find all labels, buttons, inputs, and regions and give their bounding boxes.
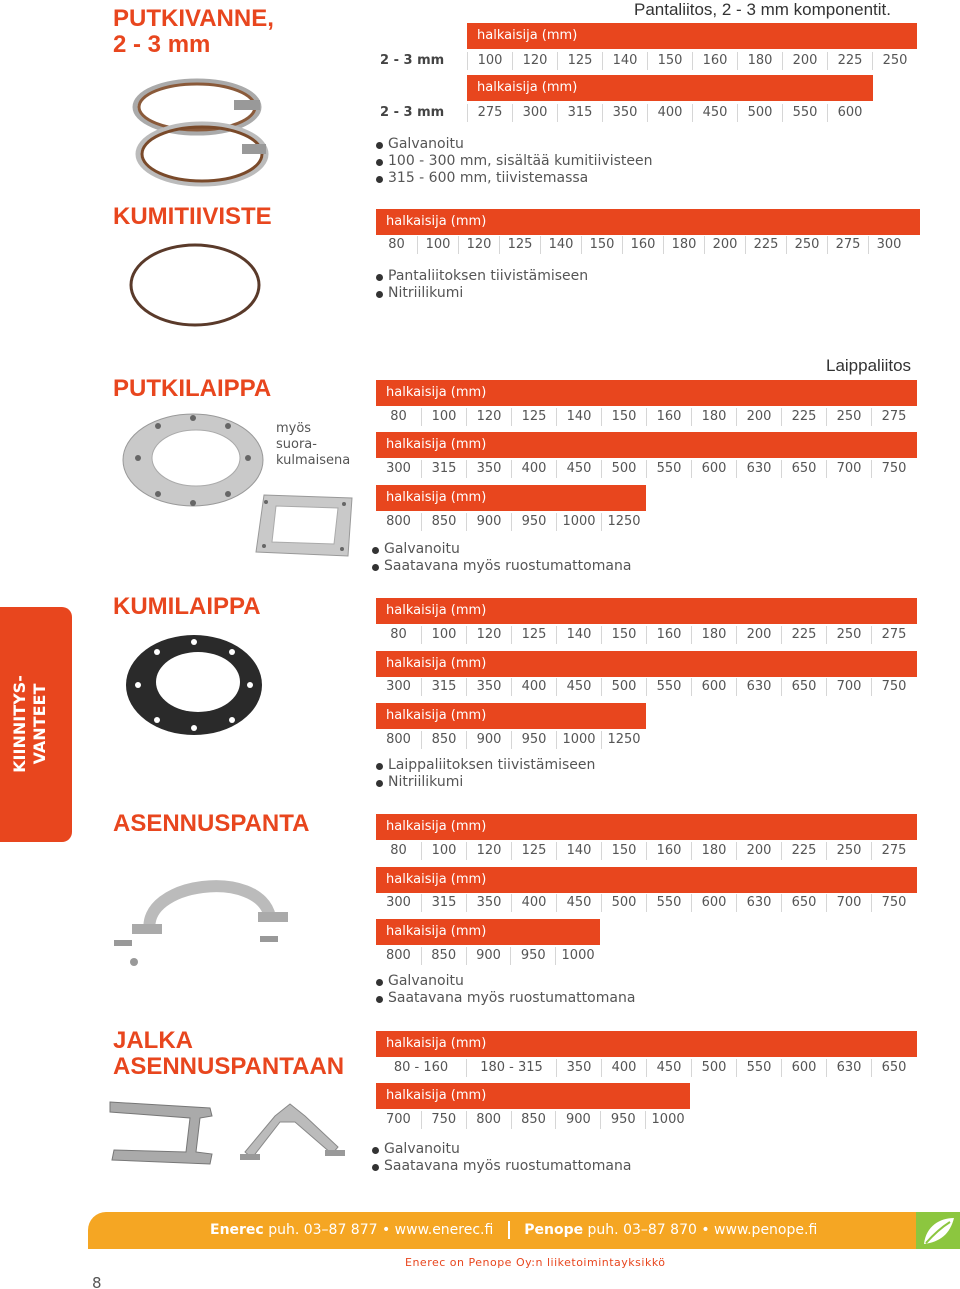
bullet-item: Laippaliitoksen tiivistämiseen [376,757,595,774]
jalka-header-1: halkaisija (mm) [376,1031,917,1057]
size-cell: 80 [390,409,407,424]
putkivanne-bullets [376,136,652,187]
jalka-image [100,1092,350,1181]
size-cell: 900 [466,513,511,531]
size-cell: 900 [466,947,511,965]
kumilaippa-header-3: halkaisija (mm) [376,703,646,729]
footer-logo-block [916,1212,960,1249]
size-cell: 140 [556,842,601,860]
size-cell: 200 [782,52,827,70]
size-cell: 800 [386,732,411,747]
size-cell: 450 [556,894,601,912]
size-cell: 250 [786,236,827,254]
size-cell: 300 [386,895,411,910]
size-cell: 350 [466,460,511,478]
size-cell: 250 [826,842,871,860]
kumilaippa-header-1: halkaisija (mm) [376,598,917,624]
size-cell: 150 [601,626,646,644]
enerec-name: Enerec [210,1222,264,1238]
asennuspanta-row-2 [376,891,917,915]
size-cell: 80 [390,627,407,642]
kumilaippa-image [122,630,267,744]
size-cell: 630 [826,1059,871,1077]
putkilaippa-title: PUTKILAIPPA [113,375,272,402]
size-cell: 900 [555,1111,600,1129]
size-cell: 600 [691,678,736,696]
size-cell: 100 [421,408,466,426]
size-cell: 550 [646,460,691,478]
asennuspanta-title: ASENNUSPANTA [113,810,310,837]
kumilaippa-title: KUMILAIPPA [113,593,261,620]
size-cell: 160 [646,842,691,860]
size-cell: 150 [601,408,646,426]
size-cell: 180 [691,842,736,860]
asennuspanta-image [110,862,300,981]
enerec-contact[interactable]: puh. 03–87 877 • www.enerec.fi [268,1222,494,1238]
size-cell: 150 [647,52,692,70]
size-cell: 600 [827,104,872,122]
size-cell: 630 [736,460,781,478]
putkilaippa-row-2 [376,457,917,481]
size-cell: 500 [601,678,646,696]
penope-contact[interactable]: puh. 03–87 870 • www.penope.fi [587,1222,818,1238]
size-cell: 850 [421,731,466,749]
size-cell: 500 [601,894,646,912]
size-cell: 225 [781,408,826,426]
size-cell: 850 [421,947,466,965]
size-cell: 275 [871,842,916,860]
putkilaippa-header-1: halkaisija (mm) [376,380,917,406]
putkilaippa-header-3: halkaisija (mm) [376,485,646,511]
size-cell: 125 [557,52,602,70]
size-cell: 1000 [645,1111,690,1129]
kumitiiviste-bullets [376,268,588,302]
size-cell: 600 [781,1059,826,1077]
bullet-item: Saatavana myös ruostumattomana [372,558,631,575]
size-cell: 400 [601,1059,646,1077]
size-cell: 400 [647,104,692,122]
size-cell: 315 [421,894,466,912]
size-cell: 550 [782,104,827,122]
size-cell: 350 [466,894,511,912]
asennuspanta-header-1: halkaisija (mm) [376,814,917,840]
size-cell: 950 [510,947,555,965]
size-cell: 450 [646,1059,691,1077]
asennuspanta-row-1 [376,839,917,863]
jalka-row-1 [376,1056,917,1080]
size-cell: 800 [386,514,411,529]
size-cell: 500 [601,460,646,478]
size-cell: 120 [512,52,557,70]
size-cell: 630 [736,678,781,696]
size-cell: 750 [871,678,916,696]
size-cell: 315 [421,678,466,696]
size-cell: 225 [781,626,826,644]
jalka-row-2 [376,1108,690,1132]
size-cell: 225 [745,236,786,254]
size-cell: 120 [466,842,511,860]
size-cell: 300 [386,461,411,476]
size-cell: 315 [421,460,466,478]
size-cell: 225 [827,52,872,70]
size-cell: 800 [385,948,411,963]
laippaliitos-note: Laippaliitos [826,356,912,375]
bullet-item: Galvanoitu [376,136,652,153]
size-cell: 750 [871,460,916,478]
bullet-item: 315 - 600 mm, tiivistemassa [376,170,652,187]
size-cell: 1000 [556,731,601,749]
putkilaippa-square-image [252,490,357,564]
putkivanne-header-1: halkaisija (mm) [467,23,917,49]
bullet-item: Galvanoitu [376,973,635,990]
size-cell: 150 [581,236,622,254]
pantaliitos-note: Pantaliitos, 2 - 3 mm komponentit. [634,0,892,19]
size-cell: 120 [466,408,511,426]
size-cell: 800 [466,1111,511,1129]
size-cell: 160 [646,626,691,644]
kumitiiviste-header: halkaisija (mm) [376,209,920,235]
putkivanne-row-2 [376,101,873,125]
size-cell: 400 [511,894,556,912]
size-cell: 140 [602,52,647,70]
bullet-item: Galvanoitu [372,1141,631,1158]
size-cell: 180 [691,408,736,426]
size-cell: 650 [781,894,826,912]
size-cell: 225 [781,842,826,860]
kumilaippa-bullets [376,757,595,791]
size-cell: 1250 [601,731,646,749]
size-cell: 400 [511,678,556,696]
bullet-item: Saatavana myös ruostumattomana [376,990,635,1007]
size-cell: 125 [511,626,556,644]
footer-subtitle: Enerec on Penope Oy:n liiketoimintayksikkö [405,1256,666,1269]
size-cell: 100 [417,236,458,254]
kumilaippa-row-1 [376,623,917,647]
putkivanne-header-2: halkaisija (mm) [467,75,873,101]
bullet-item: Nitriilikumi [376,285,588,302]
size-cell: 100 [421,842,466,860]
size-cell: 1250 [601,513,646,531]
size-cell: 600 [691,894,736,912]
size-cell: 275 [871,408,916,426]
size-cell: 140 [540,236,581,254]
bullet-item: 100 - 300 mm, sisältää kumitiivisteen [376,153,652,170]
size-cell: 80 [388,237,405,252]
size-cell: 450 [692,104,737,122]
size-cell: 1000 [556,513,601,531]
size-cell: 500 [737,104,782,122]
size-cell: 275 [827,236,868,254]
kumitiiviste-image [125,238,265,337]
bullet-item: Galvanoitu [372,541,631,558]
bullet-item: Nitriilikumi [376,774,595,791]
size-cell: 850 [421,513,466,531]
putkivanne-row-1 [376,49,917,73]
size-cell: 650 [871,1059,916,1077]
size-cell: 125 [499,236,540,254]
size-cell: 700 [826,894,871,912]
leaf-icon [916,1212,960,1249]
putkivanne-image [122,62,272,196]
size-cell: 180 [691,626,736,644]
row-label: 2 - 3 mm [380,53,445,68]
size-cell: 180 [663,236,704,254]
size-cell: 125 [511,842,556,860]
jalka-header-2: halkaisija (mm) [376,1083,690,1109]
size-cell: 650 [781,678,826,696]
kumitiiviste-row-1 [376,233,920,257]
size-cell: 300 [868,236,909,254]
size-cell: 350 [466,678,511,696]
size-cell: 160 [622,236,663,254]
size-cell: 950 [511,513,556,531]
size-cell: 600 [691,460,736,478]
asennuspanta-header-3: halkaisija (mm) [376,919,600,945]
size-cell: 140 [556,408,601,426]
size-cell: 200 [736,626,781,644]
size-cell: 950 [600,1111,645,1129]
page-number: 8 [92,1274,102,1289]
asennuspanta-header-2: halkaisija (mm) [376,867,917,893]
putkilaippa-row-3 [376,510,646,534]
size-cell: 100 [421,626,466,644]
size-cell: 140 [556,626,601,644]
row-label: 2 - 3 mm [380,105,445,120]
size-cell: 250 [826,626,871,644]
size-cell: 450 [556,460,601,478]
size-cell: 100 [467,52,512,70]
size-cell: 80 [390,843,407,858]
size-cell: 120 [466,626,511,644]
size-cell: 125 [511,408,556,426]
size-cell: 150 [601,842,646,860]
footer-divider [508,1221,510,1239]
size-cell: 275 [467,104,512,122]
kumilaippa-row-3 [376,728,646,752]
size-cell: 275 [871,626,916,644]
size-cell: 500 [691,1059,736,1077]
size-cell: 160 [692,52,737,70]
size-cell: 1000 [555,947,600,965]
asennuspanta-bullets [376,973,635,1007]
size-cell: 450 [556,678,601,696]
size-cell: 850 [511,1111,556,1129]
kumilaippa-header-2: halkaisija (mm) [376,651,917,677]
size-cell: 700 [826,460,871,478]
jalka-title: JALKA ASENNUSPANTAAN [113,1027,345,1080]
size-cell: 750 [421,1111,466,1129]
size-cell: 250 [826,408,871,426]
size-cell: 200 [736,408,781,426]
size-cell: 700 [386,1112,411,1127]
size-cell: 550 [646,894,691,912]
bullet-item: Saatavana myös ruostumattomana [372,1158,631,1175]
size-cell: 400 [511,460,556,478]
size-cell: 550 [646,678,691,696]
size-cell: 300 [512,104,557,122]
size-cell: 120 [458,236,499,254]
putkilaippa-side-note: myös suora- kulmaisena [276,421,351,468]
bullet-item: Pantaliitoksen tiivistämiseen [376,268,588,285]
asennuspanta-row-3 [376,944,600,968]
putkivanne-title: PUTKIVANNE, 2 - 3 mm [113,5,274,58]
kumilaippa-row-2 [376,675,917,699]
size-cell: 550 [736,1059,781,1077]
size-cell: 160 [646,408,691,426]
size-cell: 250 [872,52,917,70]
putkilaippa-row-1 [376,405,917,429]
size-cell: 900 [466,731,511,749]
size-cell: 650 [781,460,826,478]
penope-name: Penope [524,1222,584,1238]
size-cell: 750 [871,894,916,912]
size-cell: 180 [737,52,782,70]
kiinnitysvanteet-tab-label: KIINNITYS- VANTEET [10,675,49,773]
size-cell: 200 [736,842,781,860]
size-cell: 180 - 315 [466,1059,556,1077]
kumitiiviste-title: KUMITIIVISTE [113,203,272,230]
jalka-bullets [372,1141,631,1175]
size-cell: 350 [556,1059,601,1077]
size-cell: 80 - 160 [393,1060,449,1075]
size-cell: 700 [826,678,871,696]
size-cell: 950 [511,731,556,749]
putkilaippa-bullets [372,541,631,575]
size-cell: 630 [736,894,781,912]
size-cell: 200 [704,236,745,254]
footer-contacts [210,1221,817,1239]
putkilaippa-header-2: halkaisija (mm) [376,432,917,458]
putkilaippa-image [118,408,268,517]
size-cell: 315 [557,104,602,122]
size-cell: 300 [386,679,411,694]
size-cell: 350 [602,104,647,122]
